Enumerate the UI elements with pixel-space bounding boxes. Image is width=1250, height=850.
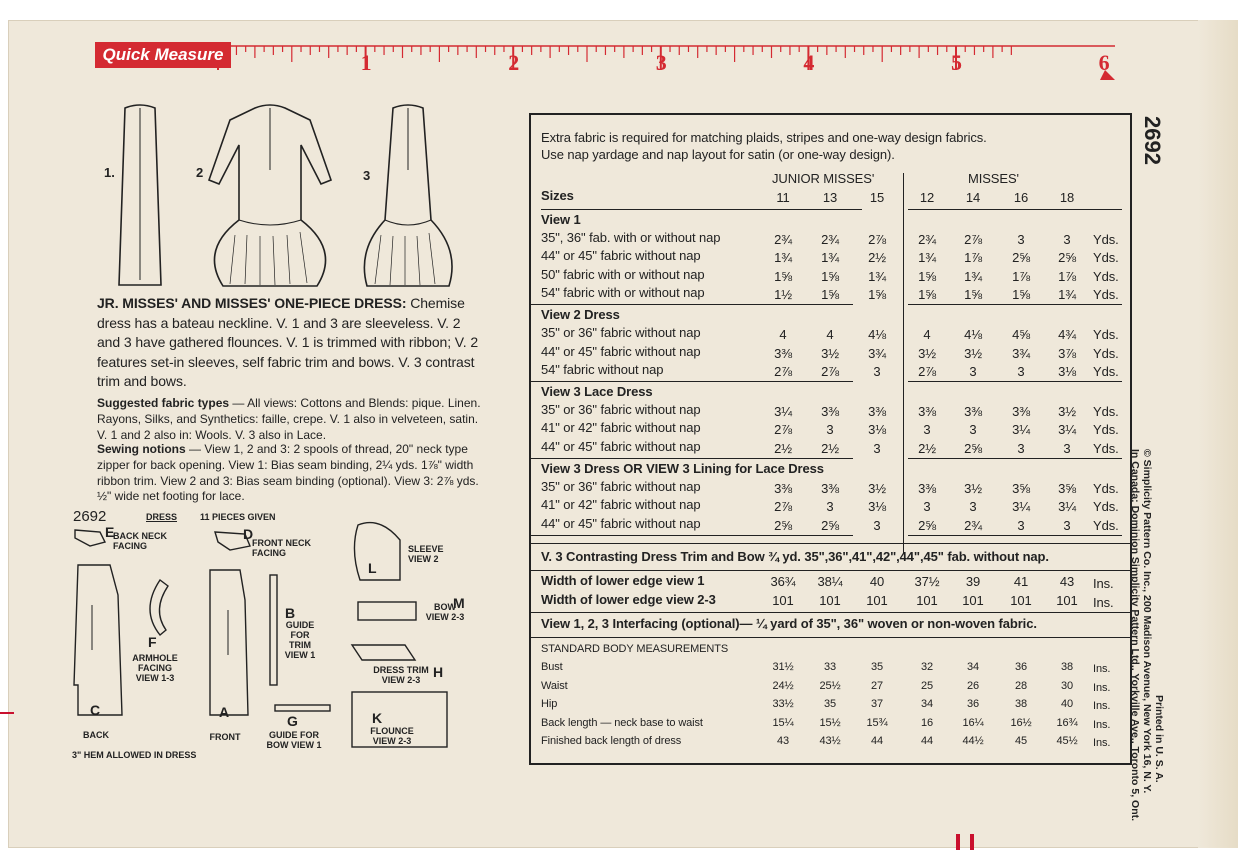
yardage-value: 1⅞ <box>1058 268 1076 284</box>
yardage-value: 2¾ <box>774 232 792 247</box>
body-measurement-value: 25 <box>920 679 934 692</box>
fabric-types <box>97 396 487 443</box>
yardage-value: 2⅝ <box>964 440 982 456</box>
piece-c-letter: C <box>90 702 101 718</box>
yardage-value: 3 <box>873 440 881 456</box>
lower-edge-value: 39 <box>965 574 981 589</box>
body-measurement-value: 31½ <box>772 661 794 673</box>
yardage-value: 4 <box>779 327 787 343</box>
body-measurement-value: 44 <box>870 735 884 747</box>
yardage-value: 3¼ <box>1012 499 1030 515</box>
ruler-number: 4 <box>803 50 815 75</box>
yardage-value: 1¾ <box>918 250 936 266</box>
yardage-value: 3¼ <box>774 404 792 420</box>
body-measurement-value: 25½ <box>819 679 841 692</box>
yardage-unit: Yds. <box>1093 422 1119 438</box>
yardage-value: 1⅝ <box>774 268 792 284</box>
dress-silhouettes <box>95 100 495 292</box>
ruler-number: 3 <box>655 50 667 75</box>
table-note-nap: Use nap yardage and nap layout for satin (or one-way design). <box>541 147 895 162</box>
piece-b-label: GUIDE FOR TRIM VIEW 1 <box>284 620 316 660</box>
yardage-value: 3⅜ <box>918 404 936 420</box>
yardage-value: 1⅝ <box>918 286 936 302</box>
yardage-value: 1⅞ <box>1012 268 1030 284</box>
lower-edge-value: 41 <box>1013 574 1029 589</box>
piece-g-letter: G <box>287 713 298 729</box>
body-measurement-value: 16¾ <box>1056 716 1078 729</box>
yardage-value: 3½ <box>1058 404 1076 420</box>
yardage-value: 3⅜ <box>821 481 839 496</box>
yardage-unit: Yds. <box>1093 232 1119 247</box>
yardage-row-label: 35", 36" fab. with or without nap <box>541 230 721 245</box>
lower-edge-value: 101 <box>1056 593 1078 608</box>
body-measurement-value: 16 <box>920 716 934 729</box>
yardage-value: 4¾ <box>1058 327 1076 343</box>
yardage-value: 2¾ <box>821 232 839 247</box>
size-header: 16 <box>1013 190 1029 205</box>
yardage-value: 3 <box>923 499 931 515</box>
body-measurement-value: 27 <box>870 679 884 692</box>
yardage-value: 1⅝ <box>821 286 839 302</box>
yardage-row-label: 54" fabric with or without nap <box>541 284 705 300</box>
size-header: 18 <box>1059 190 1075 205</box>
pieces-catalog-number: 2692 <box>73 508 107 525</box>
yardage-value: 1⅝ <box>964 286 982 302</box>
piece-l-letter: L <box>368 560 377 576</box>
yardage-value: 2⅞ <box>821 363 839 379</box>
yardage-value: 1⅝ <box>1012 286 1030 302</box>
body-measurement-value: 43 <box>776 735 790 747</box>
lower-edge-value: 101 <box>962 593 984 608</box>
yardage-row-label: 50" fabric with or without nap <box>541 266 705 282</box>
contrasting-trim-note: V. 3 Contrasting Dress Trim and Bow ¾ yd. 35",36",41",42",44",45" fab. without nap. <box>541 549 1049 564</box>
table-rule <box>531 458 853 459</box>
table-rule <box>530 612 1131 613</box>
size-header: 14 <box>965 190 981 205</box>
yardage-value: 3½ <box>964 481 982 496</box>
yardage-value: 1½ <box>774 286 792 302</box>
yardage-unit: Yds. <box>1093 286 1119 302</box>
fold-mark-left <box>0 712 14 714</box>
body-measurement-value: 35 <box>823 698 837 710</box>
body-measurement-unit: Ins. <box>1093 718 1111 731</box>
yardage-value: 3 <box>1017 440 1025 456</box>
yardage-value: 4⅛ <box>868 327 886 343</box>
yardage-row-label: 35" or 36" fabric without nap <box>541 479 701 494</box>
dress-title: JR. MISSES' AND MISSES' ONE-PIECE DRESS: <box>97 295 407 311</box>
yardage-value: 3½ <box>918 345 936 361</box>
quick-measure-ruler <box>95 40 1115 76</box>
pieces-dress-label: DRESS <box>146 512 178 522</box>
side-line-1: © Simplicity Pattern Co. Inc., 200 Madison Avenue, New York 16, N. Y. <box>1141 449 1153 794</box>
piece-e-label: BACK NECK FACING <box>113 531 167 551</box>
size-header: 13 <box>822 190 838 205</box>
yardage-row-label: 35" or 36" fabric without nap <box>541 325 701 341</box>
yardage-value: 4⅛ <box>964 327 982 343</box>
yardage-value: 3⅜ <box>964 404 982 420</box>
piece-h-label: DRESS TRIM VIEW 2-3 <box>373 665 429 685</box>
yardage-row-label: 54" fabric without nap <box>541 361 664 377</box>
yardage-value: 3 <box>826 499 834 515</box>
sewing-notions <box>97 442 487 505</box>
body-measurement-value: 44½ <box>962 735 984 747</box>
body-measurement-unit: Ins. <box>1093 663 1111 675</box>
lower-edge-value: 101 <box>819 593 841 608</box>
yardage-value: 3¼ <box>1012 422 1030 438</box>
table-rule <box>530 637 1131 638</box>
yardage-value: 2⅝ <box>1012 250 1030 266</box>
body-measurement-unit: Ins. <box>1093 737 1111 749</box>
yardage-value: 3½ <box>821 345 839 361</box>
size-header: 15 <box>869 190 885 205</box>
yardage-value: 2⅞ <box>774 363 792 379</box>
yardage-row-label: 41" or 42" fabric without nap <box>541 420 701 436</box>
yardage-unit: Yds. <box>1093 440 1119 456</box>
yardage-value: 3⅛ <box>868 422 886 438</box>
yardage-value: 1¾ <box>868 268 886 284</box>
body-measurement-value: 30 <box>1060 679 1074 692</box>
group-junior-misses: JUNIOR MISSES' <box>772 171 875 186</box>
yardage-value: 2¾ <box>918 232 936 247</box>
sewing-notions-label: Sewing notions <box>97 442 186 456</box>
body-measurement-label: Finished back length of dress <box>541 735 682 747</box>
ruler-number: 5 <box>951 50 962 75</box>
yardage-row-label: 35" or 36" fabric without nap <box>541 402 701 418</box>
yardage-value: 3 <box>1017 363 1025 379</box>
silhouette-number-1: 1. <box>104 165 115 180</box>
silhouette-number-2: 2 <box>196 165 204 180</box>
pieces-given-label: 11 PIECES GIVEN <box>200 512 276 522</box>
fabric-types-label: Suggested fabric types <box>97 396 230 410</box>
yardage-value: 3 <box>969 363 977 379</box>
yardage-value: 4 <box>826 327 834 343</box>
yardage-value: 3⅛ <box>1058 363 1076 379</box>
ruler-number: 6 <box>1098 50 1110 75</box>
piece-d-letter: D <box>243 526 254 542</box>
yardage-value: 1¾ <box>964 268 982 284</box>
yardage-value: 2¾ <box>964 517 982 533</box>
group-misses: MISSES' <box>968 171 1019 186</box>
piece-e-letter: E <box>105 524 115 540</box>
piece-c-label: BACK <box>83 730 109 740</box>
yardage-value: 3⅝ <box>1012 481 1030 496</box>
body-measurement-unit: Ins. <box>1093 681 1111 694</box>
body-measurement-value: 16½ <box>1010 716 1032 729</box>
body-measurement-value: 38 <box>1060 661 1074 673</box>
yardage-unit: Yds. <box>1093 517 1119 533</box>
ruler-number: 1 <box>360 50 372 75</box>
body-measurement-label: Back length — neck base to waist <box>541 716 703 729</box>
yardage-value: 2½ <box>918 440 936 456</box>
body-measurement-value: 34 <box>966 661 980 673</box>
yardage-unit: Yds. <box>1093 499 1119 515</box>
paper-edge <box>1198 20 1238 848</box>
yardage-value: 3 <box>969 499 977 515</box>
yardage-value: 3¼ <box>1058 422 1076 438</box>
table-rule <box>531 304 853 305</box>
silhouette-number-3: 3 <box>363 168 371 183</box>
table-rule <box>541 209 862 210</box>
yardage-value: 3 <box>873 517 881 533</box>
side-copyright <box>1129 445 1176 822</box>
yardage-unit: Yds. <box>1093 268 1119 284</box>
yardage-unit: Yds. <box>1093 404 1119 420</box>
sizes-label: Sizes <box>541 188 574 203</box>
yardage-value: 3⅜ <box>1012 404 1030 420</box>
yardage-value: 3 <box>1063 232 1071 247</box>
body-measurement-value: 24½ <box>772 679 794 692</box>
yardage-value: 3¼ <box>1058 499 1076 515</box>
table-rule <box>530 543 1131 544</box>
yardage-value: 3⅛ <box>868 499 886 515</box>
yardage-value: 4 <box>923 327 931 343</box>
body-measurement-label: Bust <box>541 661 563 673</box>
catalog-number: 2692 <box>1140 116 1165 165</box>
yardage-value: 1¾ <box>774 250 792 266</box>
yardage-row-label: 44" or 45" fabric without nap <box>541 438 701 454</box>
yardage-value: 1¾ <box>1058 286 1076 302</box>
table-rule <box>531 381 853 382</box>
yardage-value: 1⅞ <box>964 250 982 266</box>
yardage-value: 3 <box>923 422 931 438</box>
yardage-value: 3¾ <box>1012 345 1030 361</box>
body-measurement-value: 40 <box>1060 698 1074 710</box>
yardage-value: 3⅜ <box>821 404 839 420</box>
table-rule <box>908 381 1122 382</box>
yardage-unit: Yds. <box>1093 363 1119 379</box>
lower-edge-value: 36¾ <box>770 574 796 589</box>
yardage-value: 1⅝ <box>868 286 886 302</box>
size-header: 12 <box>919 190 935 205</box>
view-title: View 2 Dress <box>541 307 620 323</box>
yardage-value: 3 <box>1063 517 1071 533</box>
body-measurement-value: 34 <box>920 698 934 710</box>
body-measurement-value: 45 <box>1014 735 1028 747</box>
view-title: View 1 <box>541 212 581 227</box>
yardage-value: 3½ <box>868 481 886 496</box>
table-rule <box>908 209 1122 210</box>
body-measurement-value: 15½ <box>819 716 841 729</box>
yardage-value: 2½ <box>821 440 839 456</box>
yardage-value: 3⅜ <box>868 404 886 420</box>
yardage-value: 3 <box>826 422 834 438</box>
body-measurement-value: 16¼ <box>962 716 984 729</box>
yardage-value: 1⅝ <box>918 268 936 284</box>
yardage-value: 2⅞ <box>918 363 936 379</box>
lower-edge-label: Width of lower edge view 2-3 <box>541 592 716 607</box>
body-measurement-value: 38 <box>1014 698 1028 710</box>
yardage-value: 3 <box>1017 232 1025 247</box>
piece-d-label: FRONT NECK FACING <box>252 538 311 558</box>
dress-description <box>97 294 482 392</box>
sewing-notions-text: — View 1, 2 and 3: 2 spools of thread, 20" neck type zipper for back opening. View 1: Bias seam binding, 2¼ yds. 1⅞" width ribbon trim. View 2 and 3: Bias seam binding (optional). View 3: 2⅞ yds. ½" wide net footing for lace. <box>97 442 479 504</box>
body-measurement-value: 15¾ <box>866 716 888 729</box>
yardage-value: 2⅝ <box>918 517 936 533</box>
yardage-value: 3½ <box>964 345 982 361</box>
side-line-3: Printed in U. S. A. <box>1153 695 1165 783</box>
body-measurement-value: 36 <box>966 698 980 710</box>
piece-f-letter: F <box>148 634 157 650</box>
body-measurement-value: 43½ <box>819 735 841 747</box>
lower-edge-unit: Ins. <box>1093 595 1114 610</box>
lower-edge-value: 101 <box>1010 593 1032 608</box>
yardage-value: 2⅞ <box>774 422 792 438</box>
yardage-value: 3⅝ <box>1058 481 1076 496</box>
table-rule <box>530 570 1131 571</box>
dress-description-text: Chemise dress has a bateau neckline. V. 1 and 3 are sleeveless. V. 2 and 3 have gathered flounces. V. 1 is trimmed with ribbon; V. 2 features set-in sleeves, self fabric trim and bows. V. 3 contrast trim and bows. <box>97 295 479 390</box>
view-title: View 3 Dress OR VIEW 3 Lining for Lace Dress <box>541 461 824 476</box>
yardage-unit: Yds. <box>1093 481 1119 496</box>
yardage-value: 3⅞ <box>1058 345 1076 361</box>
yardage-value: 2⅞ <box>868 232 886 247</box>
lower-edge-value: 101 <box>866 593 888 608</box>
lower-edge-label: Width of lower edge view 1 <box>541 573 705 588</box>
piece-h-letter: H <box>433 664 444 680</box>
body-measurement-value: 33 <box>823 661 837 673</box>
body-measurement-value: 26 <box>966 679 980 692</box>
body-measurement-unit: Ins. <box>1093 700 1111 712</box>
table-rule <box>908 535 1122 536</box>
body-measurement-value: 32 <box>920 661 934 673</box>
yardage-value: 2⅝ <box>1058 250 1076 266</box>
yardage-value: 1¾ <box>821 250 839 266</box>
body-measurement-value: 36 <box>1014 661 1028 673</box>
yardage-unit: Yds. <box>1093 345 1119 361</box>
table-rule <box>908 304 1122 305</box>
yardage-value: 2⅞ <box>964 232 982 247</box>
body-measurement-value: 45½ <box>1056 735 1078 747</box>
table-rule <box>908 458 1122 459</box>
yardage-row-label: 44" or 45" fabric without nap <box>541 248 701 264</box>
side-line-2: In Canada: Dominion Simplicity Pattern Ltd., Yorkville Ave., Toronto 5, Ont. <box>1129 449 1141 822</box>
yardage-row-label: 44" or 45" fabric without nap <box>541 515 701 531</box>
table-divider <box>903 173 904 553</box>
body-measurement-value: 44 <box>920 735 934 747</box>
yardage-value: 2⅝ <box>774 517 792 533</box>
body-measurement-value: 33½ <box>772 698 794 710</box>
piece-f-label: ARMHOLE FACING VIEW 1-3 <box>132 653 178 683</box>
interfacing-note: View 1, 2, 3 Interfacing (optional)— ¼ yard of 35", 36" woven or non-woven fabric. <box>541 616 1037 631</box>
lower-edge-value: 40 <box>869 574 885 589</box>
yardage-value: 3 <box>1063 440 1071 456</box>
piece-g-label: GUIDE FOR BOW VIEW 1 <box>266 730 322 750</box>
table-rule <box>531 535 853 536</box>
body-measurement-value: 28 <box>1014 679 1028 692</box>
yardage-row-label: 41" or 42" fabric without nap <box>541 497 701 513</box>
yardage-unit: Yds. <box>1093 327 1119 343</box>
fold-mark-bottom <box>956 834 960 850</box>
body-measurement-value: 35 <box>870 661 884 673</box>
yardage-value: 3⅜ <box>918 481 936 496</box>
piece-b-letter: B <box>285 605 296 621</box>
yardage-value: 4⅝ <box>1012 327 1030 343</box>
body-measurement-value: 15¼ <box>772 716 794 729</box>
view-title: View 3 Lace Dress <box>541 384 653 400</box>
lower-edge-value: 38¼ <box>817 574 843 589</box>
yardage-value: 3⅜ <box>774 345 792 361</box>
piece-k-letter: K <box>372 710 383 726</box>
yardage-value: 2⅞ <box>774 499 792 515</box>
yardage-value: 2⅝ <box>821 517 839 533</box>
piece-l-label: SLEEVE VIEW 2 <box>408 544 444 564</box>
lower-edge-value: 101 <box>916 593 938 608</box>
yardage-value: 3 <box>873 363 881 379</box>
yardage-value: 3¾ <box>868 345 886 361</box>
yardage-row-label: 44" or 45" fabric without nap <box>541 343 701 359</box>
lower-edge-value: 101 <box>772 593 794 608</box>
yardage-value: 2½ <box>868 250 886 266</box>
fabric-types-text: — All views: Cottons and Blends: pique. Linen. Rayons, Silks, and Synthetics: faille, crepe. V. 1 also in velveteen, satin. V. 1 and 2 also in: Wools. V. 3 also in Lace. <box>97 396 481 442</box>
lower-edge-value: 43 <box>1059 574 1075 589</box>
piece-m-letter: M <box>453 595 465 611</box>
yardage-value: 3 <box>969 422 977 438</box>
piece-m-label: BOW VIEW 2-3 <box>425 602 465 622</box>
lower-edge-unit: Ins. <box>1093 576 1114 591</box>
body-measurement-label: Hip <box>541 698 558 710</box>
piece-a-letter: A <box>219 704 230 720</box>
size-header: 11 <box>776 190 790 205</box>
yardage-unit: Yds. <box>1093 250 1119 266</box>
yardage-value: 3 <box>1017 517 1025 533</box>
quick-measure-label: Quick Measure <box>95 42 231 68</box>
body-measurements-title: STANDARD BODY MEASUREMENTS <box>541 643 729 655</box>
hem-note: 3" HEM ALLOWED IN DRESS <box>72 750 197 760</box>
piece-a-label: FRONT <box>209 732 241 742</box>
body-measurement-value: 37 <box>870 698 884 710</box>
piece-k-label: FLOUNCE VIEW 2-3 <box>370 726 414 746</box>
body-measurement-label: Waist <box>541 679 568 692</box>
lower-edge-value: 37½ <box>914 574 940 589</box>
table-note-plaids: Extra fabric is required for matching plaids, stripes and one-way design fabrics. <box>541 130 987 145</box>
fold-mark-bottom-2 <box>970 834 974 850</box>
ruler-number: 2 <box>508 50 520 75</box>
yardage-value: 3⅜ <box>774 481 792 496</box>
yardage-value: 2½ <box>774 440 792 456</box>
yardage-value: 1⅝ <box>821 268 839 284</box>
